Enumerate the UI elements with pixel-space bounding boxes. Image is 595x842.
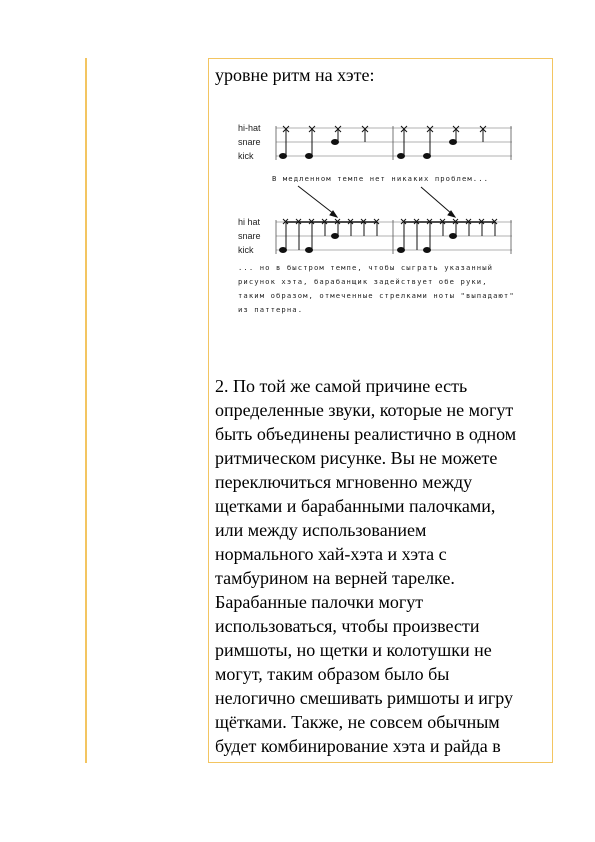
paragraph-line: переключиться мгновенно между: [215, 472, 473, 492]
lead-text: уровне ритм на хэте:: [215, 65, 375, 85]
paragraph-line: будет комбинирование хэта и райда в: [215, 736, 501, 756]
paragraph-line: щетками и барабанными палочками,: [215, 496, 496, 516]
arrow-markers: [298, 186, 455, 217]
paragraph-line: нелогично смешивать римшоты и игру: [215, 688, 514, 708]
paragraph-line: римшоты, но щетки и колотушки не: [215, 640, 492, 660]
caption-fast-line-4: из паттерна.: [238, 305, 304, 314]
paragraph-line: определенные звуки, которые не могут: [215, 400, 514, 420]
paragraph-line: использоваться, чтобы произвести: [215, 616, 480, 636]
paragraph-line: ритмическом рисунке. Вы не можете: [215, 448, 498, 468]
caption-fast-line-1: ... но в быстром темпе, чтобы сыграть указанный: [238, 263, 494, 272]
paragraph-line: тамбурином на верней тарелке.: [215, 568, 455, 588]
staff-2: [238, 186, 512, 255]
staff-2-label-snare: snare: [238, 231, 261, 241]
paragraph-line: щётками. Также, не совсем обычным: [215, 712, 500, 732]
staff-1-label-hihat: hi-hat: [238, 123, 261, 133]
staff-1-label-snare: snare: [238, 137, 261, 147]
caption-fast-line-2: рисунок хэта, барабанщик задействует обе руки,: [238, 277, 488, 286]
caption-slow-tempo: В медленном темпе нет никаких проблем...: [272, 174, 490, 183]
paragraph-line: быть объединены реалистично в одном: [215, 424, 517, 444]
caption-fast-line-3: таким образом, отмеченные стрелками ноты "выпадают": [238, 291, 515, 300]
staff-2-label-hihat: hi hat: [238, 217, 261, 227]
paragraph-line: Барабанные палочки могут: [215, 592, 424, 612]
paragraph-line: нормального хай-хэта и хэта с: [215, 544, 447, 564]
staff-1: [238, 123, 512, 161]
staff-2-label-kick: kick: [238, 245, 254, 255]
staff-1-label-kick: kick: [238, 151, 254, 161]
paragraph-line: могут, таким образом было бы: [215, 664, 450, 684]
body-paragraph: [215, 374, 547, 758]
paragraph-line: 2. По той же самой причине есть: [215, 376, 468, 396]
paragraph-line: или между использованием: [215, 520, 427, 540]
